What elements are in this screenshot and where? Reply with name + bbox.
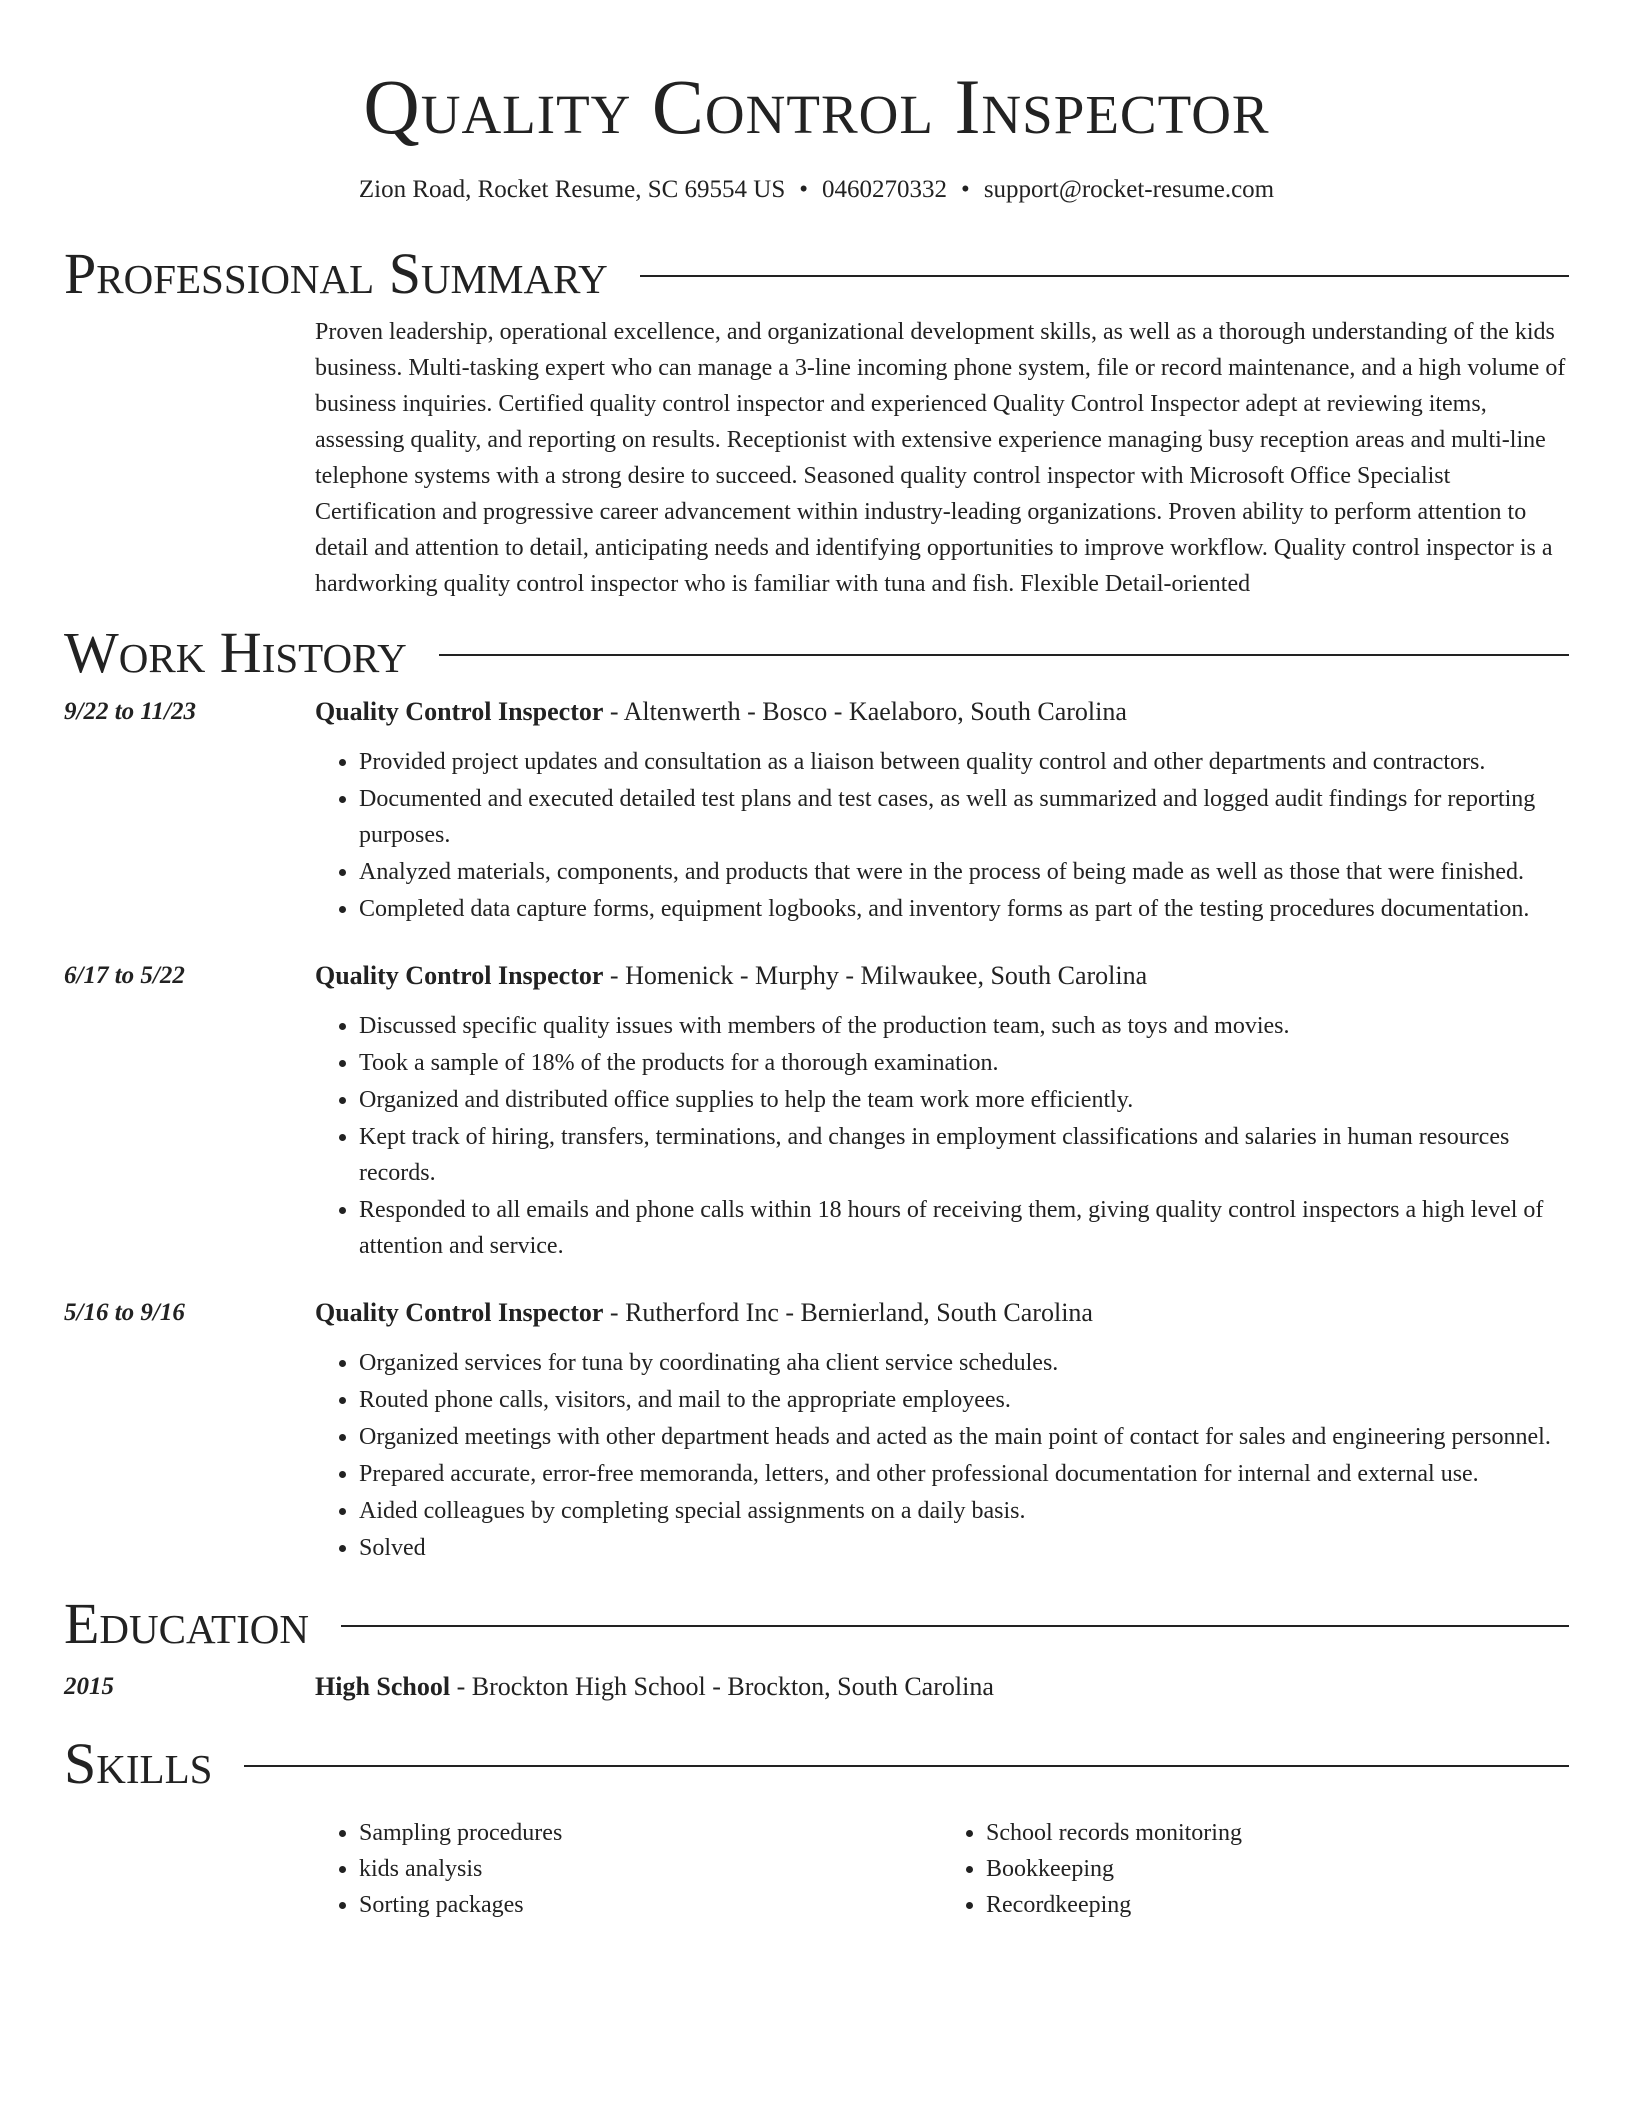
resume-title: Quality Control Inspector [363,63,1270,150]
education-entry [64,1669,1569,1705]
job-dates: 6/17 to 5/22 [64,962,185,989]
job-heading [315,958,1569,994]
contact-line [64,174,1569,206]
job-bullet: • Organized meetings with other department heads and acted as the main point of contact for sales and engineering personnel. [359,1419,1569,1455]
summary-section-header [64,239,1569,309]
job-bullet: • Documented and executed detailed test plans and test cases, as well as summarized and logged audit findings for reporting purposes. [359,781,1569,853]
job-dates: 5/16 to 9/16 [64,1299,185,1326]
job-details [315,694,1569,928]
job-entry [64,1295,1569,1567]
job-bullet-list [315,744,1569,927]
job-bullet: • Aided colleagues by completing special assignments on a daily basis. [359,1493,1569,1529]
job-bullet: • Provided project updates and consultation as a liaison between quality control and other departments and contractors. [359,744,1569,780]
contact-address: Zion Road, Rocket Resume, SC 69554 US [358,176,786,203]
job-employer: - Altenwerth - Bosco - Kaelaboro, South Carolina [603,697,1127,726]
education-section-header [64,1589,1569,1659]
contact-separator: • [799,176,809,203]
education-school: - Brockton High School - Brockton, South Carolina [450,1672,994,1701]
education-year: 2015 [64,1673,114,1700]
job-bullet: • Prepared accurate, error-free memoranda, letters, and other professional documentation for internal and external use. [359,1456,1569,1492]
job-entry [64,958,1569,1265]
job-entry [64,694,1569,928]
skill-item: • Sampling procedures [359,1815,942,1851]
job-details [315,958,1569,1265]
skills-column-left [315,1815,942,1923]
education-degree: High School [315,1672,451,1701]
work-heading: Work History [64,620,407,685]
contact-separator: • [961,176,970,203]
job-bullet-list [315,1345,1569,1566]
job-title: Quality Control Inspector [315,1298,604,1327]
job-bullet: • Analyzed materials, components, and products that were in the process of being made as well as those that were finished. [359,854,1569,890]
job-bullet: • Kept track of hiring, transfers, terminations, and changes in employment classifications and salaries in human resources records. [359,1119,1569,1191]
summary-text: Proven leadership, operational excellence, and organizational development skills, as well as a thorough understanding of the kids business. Multi-tasking expert who can manage a 3-line incoming phone system, file or record maintenance, and a high volume of business inquiries. Certified quality control inspector and experienced Quality Control Inspector adept at reviewing items, assessing quality, and reporting on results. Receptionist with extensive experience managing busy reception areas and multi-line telephone systems with a strong desire to succeed. Seasoned quality control inspector with Microsoft Office Specialist Certification and progressive career advancement within industry-leading organizations. Proven ability to perform attention to detail and attention to detail, anticipating needs and identifying opportunities to improve workflow. Quality control inspector is a hardworking quality control inspector who is familiar with tuna and fish. Flexible Detail-oriented [315,319,1566,597]
job-bullet: • Organized services for tuna by coordinating aha client service schedules. [359,1345,1569,1381]
skills-column-right [942,1815,1569,1923]
summary-heading: Professional Summary [64,241,608,306]
section-divider [640,275,1569,277]
work-section-header [64,618,1569,688]
job-bullet: • Organized and distributed office supplies to help the team work more efficiently. [359,1082,1569,1118]
skills-section-header [64,1729,1569,1799]
job-details [315,1295,1569,1567]
skill-item: • Sorting packages [359,1887,942,1923]
skills-heading: Skills [64,1731,213,1796]
job-employer: - Rutherford Inc - Bernierland, South Carolina [603,1298,1093,1327]
job-title: Quality Control Inspector [315,961,604,990]
job-employer: - Homenick - Murphy - Milwaukee, South Carolina [603,961,1148,990]
job-bullet: • Responded to all emails and phone calls within 18 hours of receiving them, giving quality control inspectors a high level of attention and service. [359,1192,1569,1264]
job-bullet-list [315,1008,1569,1264]
job-title: Quality Control Inspector [315,697,604,726]
section-divider [439,654,1569,656]
resume-page [64,0,1569,1923]
skill-item: • kids analysis [359,1851,942,1887]
skill-item: • Recordkeeping [986,1887,1569,1923]
contact-email-link[interactable]: support@rocket-resume.com [983,176,1275,203]
section-divider [341,1625,1569,1627]
job-bullet: • Solved [359,1530,1569,1566]
job-heading [315,694,1569,730]
section-divider [244,1765,1569,1767]
skills-list [315,1815,1569,1923]
skill-item: • School records monitoring [986,1815,1569,1851]
education-details [315,1669,1569,1705]
skill-item: • Bookkeeping [986,1851,1569,1887]
education-heading: Education [64,1591,309,1656]
contact-phone: 0460270332 [822,176,948,203]
job-bullet: • Discussed specific quality issues with members of the production team, such as toys and movies. [359,1008,1569,1044]
job-bullet: • Completed data capture forms, equipment logbooks, and inventory forms as part of the testing procedures documentation. [359,891,1569,927]
job-bullet: • Took a sample of 18% of the products for a thorough examination. [359,1045,1569,1081]
job-dates: 9/22 to 11/23 [64,698,196,725]
job-heading [315,1295,1569,1331]
education-heading-line [315,1669,1569,1705]
job-bullet: • Routed phone calls, visitors, and mail to the appropriate employees. [359,1382,1569,1418]
